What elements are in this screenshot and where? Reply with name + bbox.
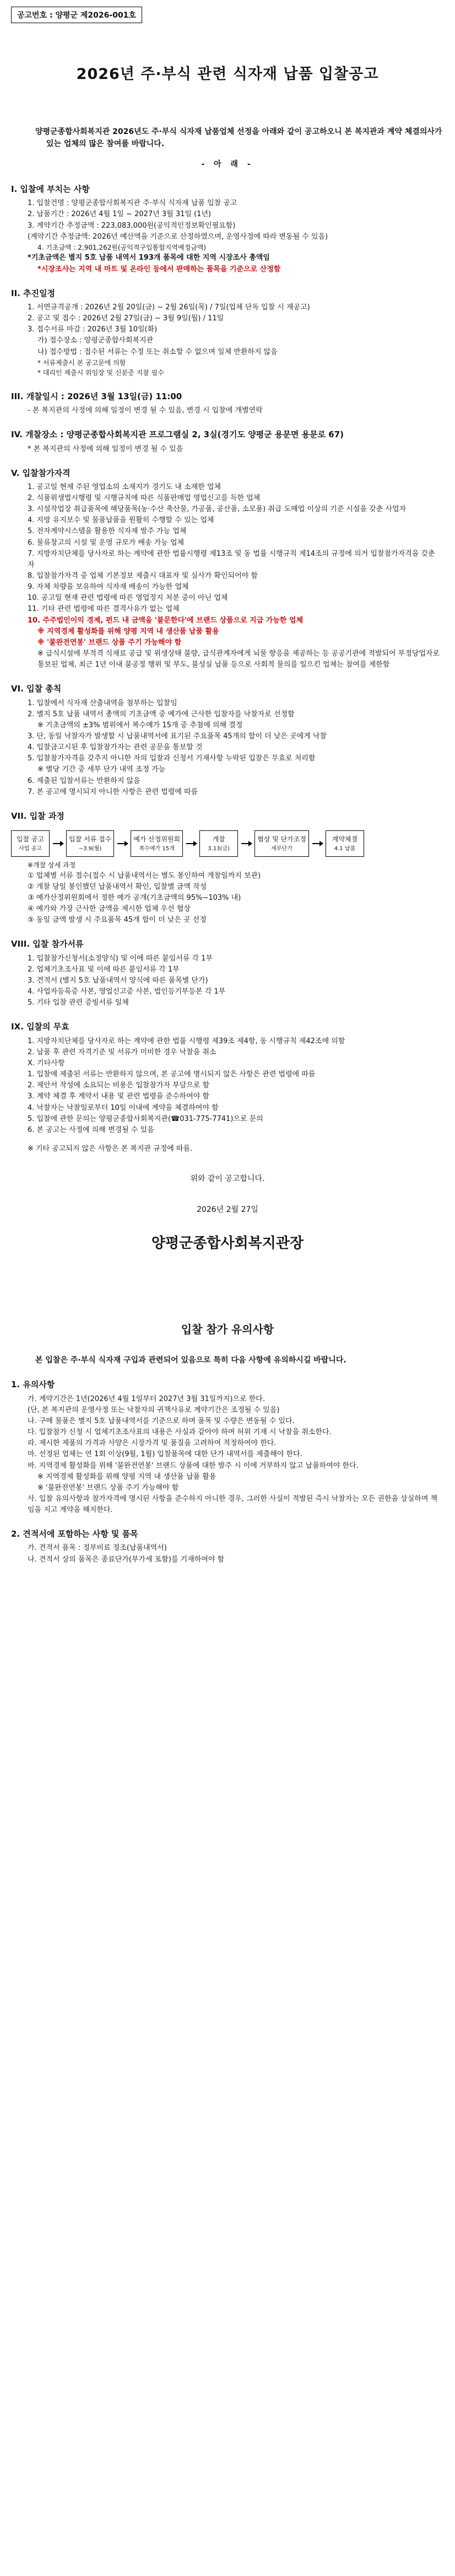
list-item: 2. 납품기간 : 2026년 4월 1일 ~ 2027년 3월 31일 (1년) (28, 210, 212, 219)
list-item: 6. 본 공고는 사정에 의해 변경될 수 있음 (28, 1125, 154, 1134)
flow-step (11, 830, 50, 857)
section-heading: VII. 입찰 과정 (11, 811, 64, 821)
list-item: * 대리인 제출시 위임장 및 신분증 지참 필수 (37, 369, 164, 377)
list-item: 2. 공고 및 접수 : 2026년 2월 27일(금) ~ 3월 9일(월) / 11일 (28, 314, 224, 323)
list-item: *기초금액은 별지 5호 납품 내역서 193개 품목에 대한 지역 시장조사 총액임 (28, 254, 270, 262)
process-flow (11, 830, 444, 857)
arrow-icon (241, 843, 251, 844)
list-item: 4. 낙찰자는 낙찰일로부터 10일 이내에 계약을 체결하여야 함 (28, 1103, 219, 1112)
arrow-icon (53, 843, 63, 844)
list-item: 사. 입찰 유의사항과 참가자격에 명시된 사항을 준수하지 아니한 경우, 그러한 사실이 적발된 즉시 낙찰자는 모든 권한을 상실하며 책임을 지고 계약을 해지한다. (28, 1494, 438, 1515)
list-item: 3. 접수서류 마감 : 2026년 3월 10일(화) (28, 325, 158, 334)
flow-step (131, 830, 183, 857)
flow-step-sub: ~3.9(월) (78, 845, 102, 852)
flow-step-title: 입찰 서류 접수 (69, 835, 112, 844)
closing-note: ※ 기타 공고되지 않은 사항은 본 복지관 규정에 따름. (28, 1144, 193, 1153)
list-item: 3. 견적서 (별지 5호 납품내역서 양식에 따른 품목별 단가) (28, 976, 208, 985)
list-item: 5. 입찰참가자격을 갖추지 아니한 자의 입찰과 신청서 기재사항 누락된 입찰은 무효로 처리함 (28, 754, 316, 763)
list-item: 9. 자체 차량을 보유하여 식자재 배송이 가능한 업체 (28, 583, 189, 592)
list-item: * 서류제출시 본 공고문에 의함 (37, 358, 126, 367)
list-item: (단, 본 복지관의 운영사정 또는 낙찰자의 귀책사유로 계약기간은 조정될 수 있음) (28, 1405, 280, 1414)
arrow-icon (117, 843, 127, 844)
section-heading: I. 입찰에 부치는 사항 (11, 184, 90, 195)
list-item: 1. 지방자치단체를 당사자로 하는 계약에 관한 법률 시행령 제39조 제4항, 동 시행규칙 제42조에 의함 (28, 1037, 345, 1045)
list-item: ① 업체별 서류 접수(접수 시 납품내역서는 별도 봉인하여 개찰일까지 보관) (28, 871, 261, 880)
list-item: 가. 계약기간은 1년(2026년 4월 1일부터 2027년 3월 31일까지)으로 한다. (28, 1394, 265, 1403)
flow-note: ※개찰 상세 과정 (28, 861, 76, 870)
list-item: ※ '불완전연봉' 브랜드 상품 주기 가능해야 함 (37, 638, 182, 647)
list-item: X. 기타사항 (28, 1059, 65, 1067)
list-item: ※ 기초금액의 ±3% 범위에서 복수예가 15개 중 추첨에 의해 결정 (37, 721, 243, 729)
list-item: 나. 견적서 상의 품목은 종료단가(부가세 포함)를 기재하여야 함 (28, 1555, 225, 1564)
list-item: - 본 복지관의 사정에 의해 일정이 변경 될 수 있음, 변경 시 입찰에 개별연락 (28, 406, 263, 415)
list-item: 4. 지방 유지보수 및 물품납품을 원활히 수행할 수 있는 업체 (28, 516, 214, 525)
section-heading: IV. 개찰장소 : 양평군종합사회복지관 프로그램실 2, 3실(경기도 양평군 용문면 용문로 67) (11, 430, 344, 440)
list-item: 4. 사업자등록증 사본, 영업신고증 사본, 법인등기부등본 각 1부 (28, 988, 226, 996)
flow-step-title: 협상 및 단가조정 (257, 835, 306, 844)
flow-step-title: 계약체결 (332, 835, 358, 844)
section-heading: - 아 래 - (201, 160, 254, 169)
list-item: 5. 기타 입찰 관련 증빙서류 일체 (28, 999, 129, 1007)
list-item: 3. 계약 체결 후 계약서 내용 및 관련 법령을 준수하여야 함 (28, 1092, 210, 1101)
section-heading: 1. 유의사항 (11, 1380, 55, 1390)
list-item: ③ 예가산정위원회에서 정한 예가 공개(기초금액의 95%~103% 내) (28, 894, 241, 903)
list-item: ※ 별당 기간 중 세부 단가 내역 조정 가능 (37, 765, 166, 774)
list-item: 1. 서면규격공개 : 2026년 2월 20일(금) ~ 2월 26일(목) / 7일(업체 단독 입찰 시 재공고) (28, 303, 310, 312)
list-item: 5. 전자계약시스템을 활용한 식자재 발주 가능 업체 (28, 527, 187, 536)
flow-step-title: 예가 산정위원회 (133, 835, 181, 844)
closing-text: 위와 같이 공고합니다. (190, 1174, 265, 1184)
section-heading: III. 개찰일시 : 2026년 3월 13일(금) 11:00 (11, 391, 182, 401)
list-item: (계약기간 추정금액: 2026년 예산액을 기준으로 산정하였으며, 운영사정에 따라 변동될 수 있음) (28, 232, 328, 241)
list-item: 4. 기초금액 : 2,901,262원(공익적구입통합지역예정금액) (37, 243, 207, 251)
list-item: 나. 구매 물품은 별지 5호 납품내역서를 기준으로 하며 품목 및 수량은 변동될 수 있다. (28, 1416, 295, 1425)
flow-step-title: 개찰 (212, 835, 225, 844)
flow-step-title: 입찰 공고 (16, 835, 45, 844)
notice-date: 2026년 2월 27일 (197, 1205, 258, 1214)
list-item: 11. 기타 관련 법령에 따른 결격사유가 없는 업체 (28, 605, 180, 614)
page-title: 2026년 주·부식 관련 식자재 납품 입찰공고 (76, 66, 379, 83)
list-item: * 본 복지관의 사정에 의해 일정이 변경 될 수 있음 (28, 444, 183, 453)
list-item: 2. 제안서 작성에 소요되는 비용은 입찰참가자 부담으로 함 (28, 1081, 210, 1090)
flow-step-sub: 3.13(금) (208, 845, 230, 852)
section-heading: VI. 입찰 총칙 (11, 684, 62, 694)
flow-step (199, 830, 238, 857)
flow-step-sub: 복수예가 15개 (139, 845, 175, 852)
arrow-icon (312, 843, 322, 844)
notice-value: 양평군 제2026-001호 (55, 11, 136, 20)
section-heading: V. 입찰참가자격 (11, 468, 71, 478)
list-item: *시장조사는 지역 내 마트 및 온라인 등에서 판매하는 품목을 기준으로 산정함 (37, 265, 281, 273)
list-item: 2. 별지 5호 납품 내역서 총액의 기초금액 중 예가에 근사한 입찰자를 낙찰자로 선정함 (28, 710, 295, 718)
list-item: 4. 입찰금고시된 후 입찰참가자는 관련 공문을 통보할 것 (28, 743, 203, 752)
list-item: 2. 업체기초조사표 및 이에 따른 붙임서류 각 1부 (28, 965, 180, 974)
flow-step-sub: 4.1 납품 (334, 845, 356, 852)
list-item: 10. 주주법인이익 경제, 펀드 내 금액을 '불문한다'에 브랜드 상품으로 지급 가능한 업체 (28, 616, 304, 625)
list-item: 2. 식품위생법시행령 및 시행규칙에 따른 식품판매업 영업신고를 득한 업체 (28, 494, 261, 503)
list-item: ※ 급식시설에 부적격 식재료 공급 및 위생상태 불량, 급식관계자에게 뇌물 향응을 제공하는 등 공공기관에 적발되어 부정당업자로 통보된 업체, 최근 1년 이내 불공정 행위 및 부도, 불성실 납품 등으로 사회적 물의를 일으킨 업체는 참여를 제한함 (37, 650, 440, 669)
list-item: 다. 입찰참가 신청 시 업체기초조사표의 내용은 사실과 같아야 하며 허위 기재 시 낙찰을 취소한다. (28, 1428, 332, 1437)
list-item: 5. 입찰에 관한 문의는 양평군종합사회복지관(☎031-775-7741)으로 문의 (28, 1114, 263, 1123)
list-item: ※ '불완전연봉' 브랜드 상품 주기 가능해야 함 (37, 1483, 179, 1492)
list-item: 6. 제출된 입찰서류는 반환하지 않음 (28, 776, 140, 785)
section-heading: II. 추진일정 (11, 288, 56, 298)
notice-body (11, 119, 444, 1565)
list-item: 1. 공고일 현재 주된 영업소의 소재지가 경기도 내 소재한 업체 (28, 482, 221, 491)
flow-step (254, 830, 309, 857)
list-item: 10. 공고일 현재 관련 법령에 따른 영업정지 처분 중이 아닌 업체 (28, 594, 228, 603)
section-heading: IX. 입찰의 무효 (11, 1022, 69, 1032)
list-item: 1. 입찰에 제출된 서류는 반환하지 않으며, 본 공고에 명시되지 않은 사항은 관련 법령에 따름 (28, 1070, 316, 1079)
arrow-icon (186, 843, 196, 844)
section-heading: 2. 견적서에 포함하는 사항 및 품목 (11, 1529, 138, 1539)
list-item: 1. 입찰에서 식자재 산출내역을 첨부하는 입찰임 (28, 699, 177, 707)
list-item: 7. 지방자치단체를 당사자로 하는 계약에 관한 법률시행령 제13조 및 동 법률 시행규칙 제14조의 규정에 의거 입찰참가자격을 갖춘 자 (28, 549, 435, 569)
section-heading: VIII. 입찰 참가서류 (11, 939, 84, 949)
list-item: ※ 지역경제 활성화를 위해 양평 지역 내 생산품 납품 활용 (37, 627, 219, 636)
list-item: 가. 견적서 품목 : 정부비료 정조(납품내역서) (28, 1544, 167, 1553)
list-item: 1. 입찰참가신청서(소정양식) 및 이에 따른 붙임서류 각 1부 (28, 954, 213, 963)
notice-number (11, 7, 142, 23)
list-item: 바. 지역경제 활성화를 위해 '불완전연봉' 브랜드 상품에 대한 발주 시 이에 거부하지 않고 납품하여야 한다. (28, 1461, 359, 1470)
list-item: 8. 입찰참가자격 중 업체 기본정보 제출시 대표자 및 실사가 확인되어야 함 (28, 572, 258, 581)
flow-step-sub: 사업 공고 (19, 845, 42, 852)
list-item: 7. 본 공고에 명시되지 아니한 사항은 관련 법령에 따름 (28, 787, 198, 796)
issuer-name: 양평군종합사회복지관장 (151, 1235, 304, 1252)
list-item: 1. 입찰건명 : 양평군종합사회복지관 주·부식 식자재 납품 입찰 공고 (28, 199, 237, 208)
list-item: 가) 접수장소 : 양평군종합사회복지관 (37, 336, 154, 345)
list-item: 마. 선정된 업체는 연 1회 이상(9월, 1월) 입찰품목에 대한 단가 내역서를 제출해야 한다. (28, 1450, 302, 1459)
guide-intro: 본 입찰은 주·부식 식자재 구입과 관련되어 있음으로 특히 다음 사항에 유의하시길 바랍니다. (35, 1355, 346, 1365)
list-item: 3. 시설작업장 취급품목에 해당품목(농·수산 축산물, 가공품, 공산품, 소모품) 취급 도매업 이상의 기준 시설을 갖춘 사업자 (28, 505, 407, 514)
list-item: 3. 단, 동일 낙찰자가 발생할 시 납품내역서에 표기된 주요품목 45개의 합이 더 낮은 곳에게 낙찰 (28, 732, 327, 740)
list-item: ⑤ 동일 금액 발생 시 주요품목 45개 합이 더 낮은 곳 선정 (28, 916, 207, 925)
notice-label: 공고번호 : (17, 11, 53, 20)
list-item: 2. 납품 후 관련 자격기준 및 서류가 미비한 경우 낙찰을 취소 (28, 1048, 216, 1056)
flow-step (66, 830, 114, 857)
list-item: ④ 예가와 가장 근사한 금액을 제시한 업체 우선 협상 (28, 905, 191, 914)
flow-step-sub: 세부단가 (271, 845, 292, 852)
intro-text: 양평군종합사회복지관 2026년도 주·부식 식자재 납품업체 선정을 아래와 같이 공고하오니 본 복지관과 계약 체결의사가 있는 업체의 많은 참여를 바랍니다. (35, 127, 442, 148)
list-item: 나) 접수방법 : 접수된 서류는 수정 또는 취소할 수 없으며 일체 반환하지 않음 (37, 347, 278, 356)
list-item: ② 개찰 당일 봉인했던 납품내역서 확인, 입찰별 금액 작성 (28, 882, 207, 891)
list-item: ※ 지역경제 활성화를 위해 양평 지역 내 생산품 납품 활용 (37, 1472, 216, 1481)
flow-step (326, 830, 364, 857)
list-item: 3. 계약기간 추정금액 : 223,083,000원(공익적인정보확인필요함) (28, 221, 236, 230)
list-item: 6. 물류창고의 시설 및 운영 규모가 배송 가능 업체 (28, 538, 185, 547)
guide-title: 입찰 참가 유의사항 (181, 1322, 274, 1336)
list-item: 라. 제시한 제품의 가격과 사양은 시장가격 및 품질을 고려하여 적정하여야 한다. (28, 1439, 277, 1448)
